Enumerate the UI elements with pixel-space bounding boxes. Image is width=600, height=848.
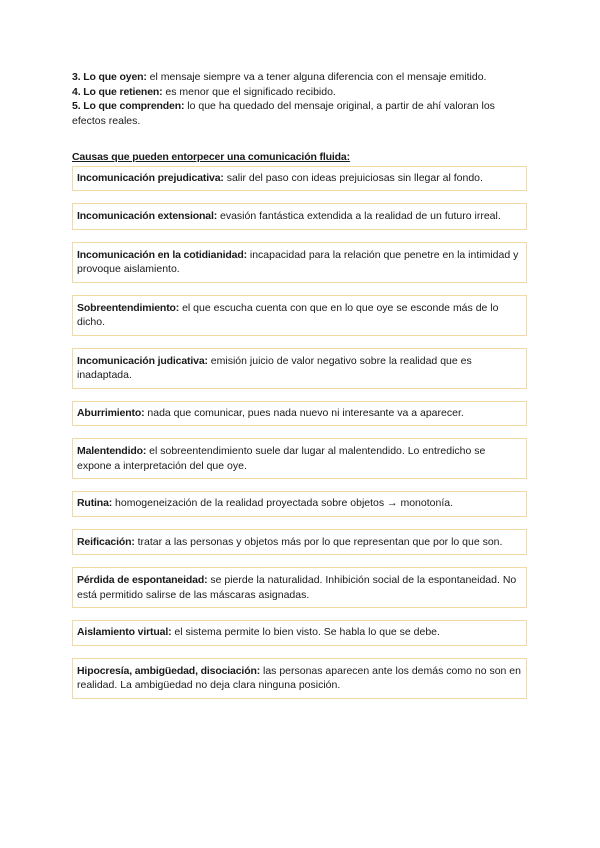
cause-box xyxy=(72,438,527,479)
cause-box xyxy=(72,166,527,192)
cause-text: se pierde la naturalidad. Inhibición social de la espontaneidad. No está permitido salirse de las máscaras asignadas. xyxy=(77,574,517,601)
cause-term: Incomunicación prejudicativa: xyxy=(77,171,224,184)
list-item xyxy=(72,99,527,128)
cause-box xyxy=(72,203,527,230)
list-item-term: 4. Lo que retienen: xyxy=(72,85,163,98)
cause-term: Hipocresía, ambigüedad, disociación: xyxy=(77,664,261,677)
cause-text: homogeneización de la realidad proyectada sobre objetos → monotonía. xyxy=(112,497,454,509)
list-item-term: 3. Lo que oyen: xyxy=(72,71,147,83)
cause-term: Aburrimiento: xyxy=(77,406,145,419)
cause-text: el sistema permite lo bien visto. Se habla lo que se debe. xyxy=(171,626,440,638)
cause-box xyxy=(72,567,527,608)
cause-term: Sobreentendimiento: xyxy=(77,301,180,314)
cause-term: Malentendido: xyxy=(77,445,147,457)
cause-box xyxy=(72,401,527,427)
cause-box xyxy=(72,295,527,336)
cause-text: incapacidad para la relación que penetre en la intimidad y provoque aislamiento. xyxy=(77,248,519,275)
cause-term: Reificación: xyxy=(77,535,135,548)
list-item xyxy=(72,70,527,85)
intro-list xyxy=(72,70,527,128)
list-item xyxy=(72,85,527,100)
cause-term: Aislamiento virtual: xyxy=(77,626,172,638)
cause-box xyxy=(72,658,527,699)
list-item-term: 5. Lo que comprenden: xyxy=(72,100,185,112)
cause-box xyxy=(72,491,527,517)
cause-box xyxy=(72,529,527,556)
list-item-text: es menor que el significado recibido. xyxy=(162,85,336,98)
list-item-text: el mensaje siempre va a tener alguna diferencia con el mensaje emitido. xyxy=(146,71,487,83)
cause-term: Incomunicación en la cotidianidad: xyxy=(77,248,247,261)
cause-box xyxy=(72,348,527,389)
cause-box xyxy=(72,242,527,283)
cause-text: nada que comunicar, pues nada nuevo ni interesante va a aparecer. xyxy=(144,406,464,419)
cause-term: Incomunicación extensional: xyxy=(77,210,218,222)
cause-term: Pérdida de espontaneidad: xyxy=(77,574,208,586)
cause-text: emisión juicio de valor negativo sobre la realidad que es inadaptada. xyxy=(77,354,472,381)
cause-text: evasión fantástica extendida a la realidad de un futuro irreal. xyxy=(217,210,501,222)
cause-term: Rutina: xyxy=(77,497,113,509)
causes-list xyxy=(72,166,527,699)
section-heading: Causas que pueden entorpecer una comunicación fluida: xyxy=(72,151,350,163)
cause-term: Incomunicación judicativa: xyxy=(77,354,208,367)
cause-text: salir del paso con ideas prejuiciosas sin llegar al fondo. xyxy=(223,171,483,184)
cause-text: el sobreentendimiento suele dar lugar al malentendido. Lo entredicho se expone a interpretación del que oye. xyxy=(77,445,486,472)
cause-text: el que escucha cuenta con que en lo que oye se esconde más de lo dicho. xyxy=(77,301,499,328)
list-item-text: lo que ha quedado del mensaje original, a partir de ahí valoran los efectos reales. xyxy=(72,100,495,127)
cause-text: tratar a las personas y objetos más por lo que representan que por lo que son. xyxy=(134,535,503,548)
cause-text: las personas aparecen ante los demás como no son en realidad. La ambigüedad no deja clara ninguna posición. xyxy=(77,664,521,691)
cause-box xyxy=(72,620,527,646)
document-page xyxy=(72,70,527,711)
